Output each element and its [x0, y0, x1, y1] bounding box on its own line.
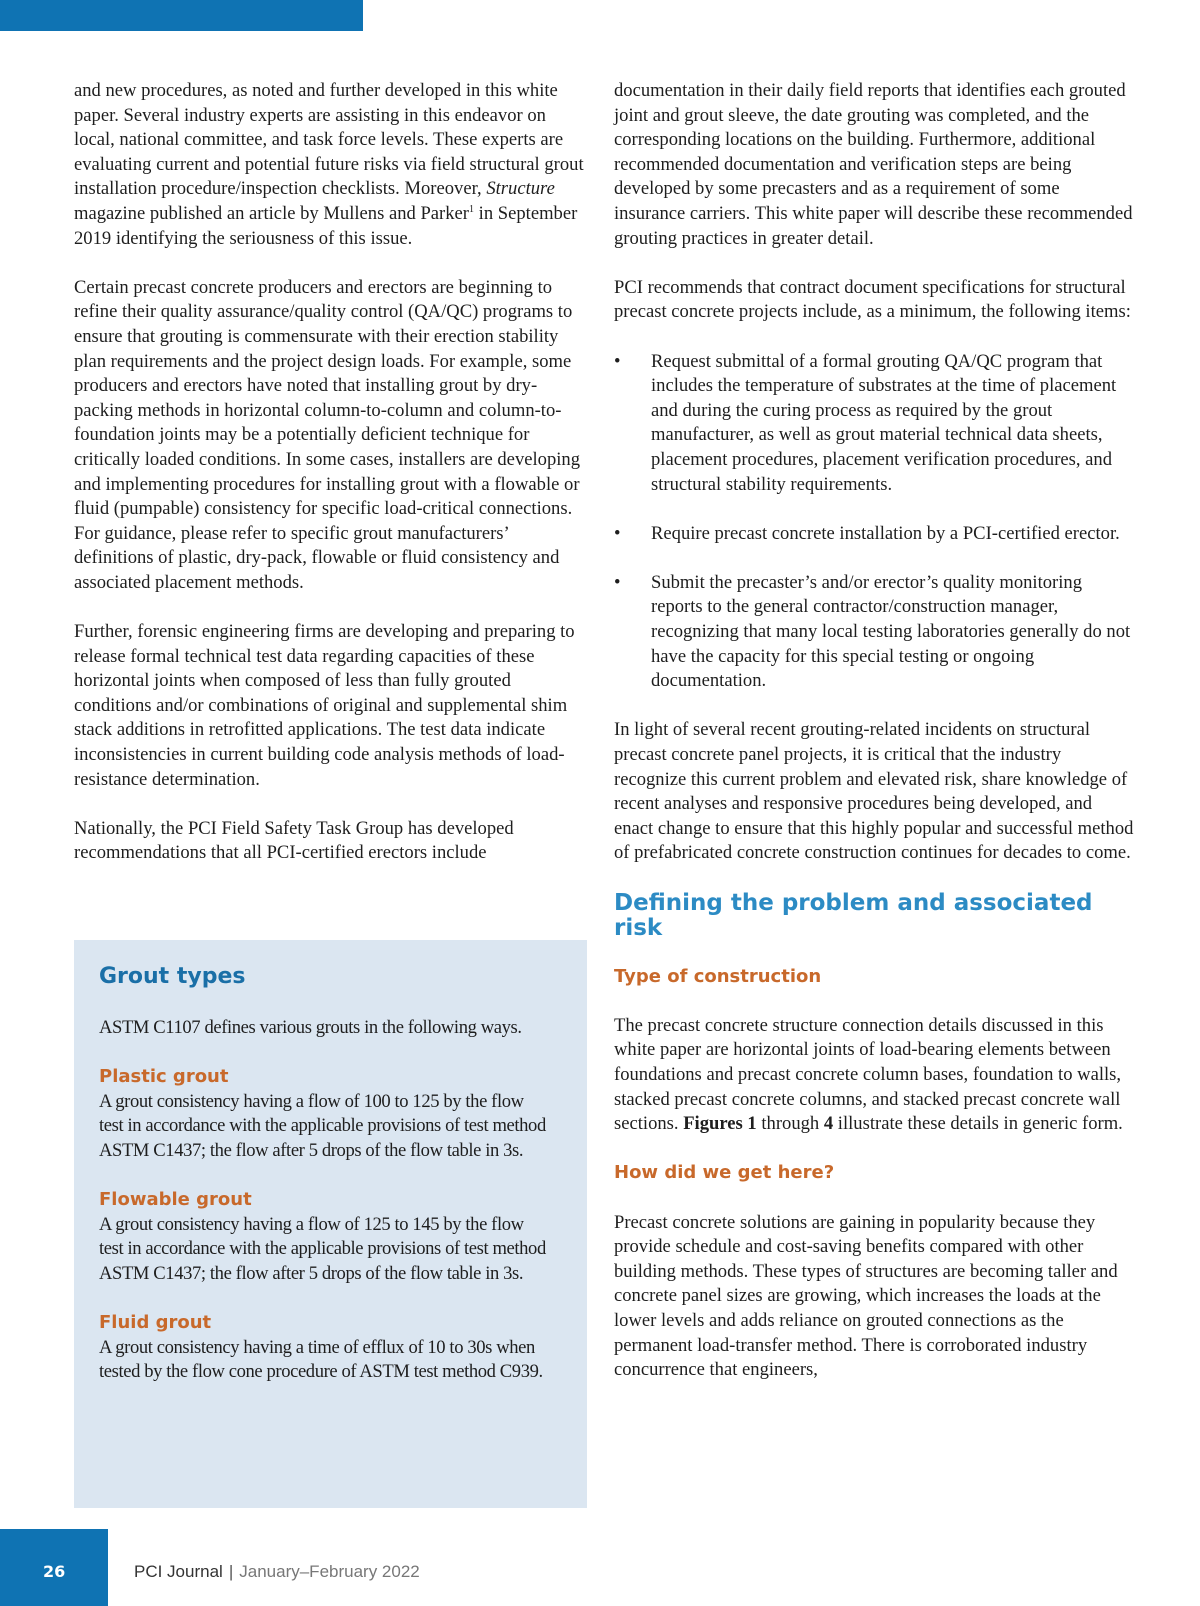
paragraph: Certain precast concrete producers and erectors are beginning to refine their quality assurance/quality control (QA/QC) programs to ensure that grouting is commensurate with their erection stability plan requirements and the project design loads. For example, some producers and erectors have noted that installing grout by dry-packing methods in horizontal column-to-column and column-to-foundation joints may be a potentially deficient technique for critically loaded conditions. In some cases, installers are developing and implementing procedures for installing grout with a flowable or fluid (pumpable) consistency for specific load-critical connections. For guidance, please refer to specific grout manufacturers’ definitions of plastic, dry-pack, flowable or fluid consistency and associated placement methods.: [74, 276, 581, 593]
paragraph: documentation in their daily field reports that identifies each grouted joint and grout sleeve, the date grouting was completed, and the corresponding locations on the building. Furthermore, additional recommended documentation and verification steps are being developed by some precasters and as a requirement of some insurance carriers. This white paper will describe these recommended grouting practices in greater detail.: [614, 80, 1133, 249]
sidebar-title: Grout types: [99, 964, 246, 989]
list-item: • Submit the precaster’s and/or erector’s quality monitoring reports to the general contractor/construction manager, recognizing that many local testing laboratories generally do not have the capacity for this special testing or ongoing documentation.: [614, 571, 1134, 694]
footer-journal: [134, 1562, 420, 1582]
grout-definition: A grout consistency having a time of efflux of 10 to 30s when tested by the flow cone procedure of ASTM test method C939.: [99, 1336, 543, 1383]
list-item: • Request submittal of a formal grouting QA/QC program that includes the temperature of substrates at the time of placement and during the curing process as required by the grout manufacturer, as well as grout material technical data sheets, placement procedures, placement verification procedures, and structural stability requirements.: [614, 350, 1134, 498]
page-number: 26: [43, 1562, 66, 1581]
left-column: [74, 79, 588, 891]
right-column: [614, 79, 1134, 1407]
grout-term: Plastic grout: [99, 1066, 229, 1088]
paragraph: The precast concrete structure connection details discussed in this white paper are horizontal joints of load-bearing elements between foundations and precast concrete column bases, foundation to walls, stacked precast concrete columns, and stacked precast concrete wall sections. Figures 1 through 4 illustrate these details in generic form.: [614, 1014, 1123, 1135]
footnote-ref: 1: [469, 203, 474, 215]
sidebar-intro: ASTM C1107 defines various grouts in the following ways.: [99, 1017, 522, 1038]
grout-term: Flowable grout: [99, 1189, 252, 1211]
paragraph: Precast concrete solutions are gaining in popularity because they provide schedule and cost-saving benefits compared with other building methods. These types of structures are becoming taller and concrete panel sizes are growing, which increases the loads at the lower levels and adds reliance on grouted connections as the permanent load-transfer method. There is corroborated industry concurrence that engineers,: [614, 1211, 1118, 1381]
grout-definition: A grout consistency having a flow of 125 to 145 by the flow test in accordance with the applicable provisions of test method ASTM C1437; the flow after 5 drops of the flow table in 3s.: [99, 1213, 546, 1284]
paragraph: Nationally, the PCI Field Safety Task Group has developed recommendations that all PCI-certified erectors include: [74, 817, 514, 864]
list-item: • Require precast concrete installation by a PCI-certified erector.: [614, 522, 1134, 547]
magazine-title: Structure: [486, 178, 555, 200]
section-heading: Defining the problem and associated risk: [614, 889, 1093, 941]
paragraph: and new procedures, as noted and further developed in this white paper. Several industry experts are assisting in this endeavor on local, national committee, and task force levels. These experts are evaluating current and potential future risks via field structural grout installation procedure/inspection checklists. Moreover, Structure magazine published an article by Mullens and Parker$^1$ in September 2019 identifying the seriousness of this issue.: [74, 80, 584, 249]
issue-date: January–February 2022: [239, 1562, 420, 1581]
recommendation-list: [614, 350, 1134, 694]
subsection-heading: How did we get here?: [614, 1162, 835, 1184]
figure-ref: 4: [823, 1113, 834, 1135]
footer-separator: |: [228, 1562, 234, 1581]
journal-name: PCI Journal: [134, 1562, 223, 1581]
paragraph: In light of several recent grouting-related incidents on structural precast concrete panel projects, it is critical that the industry recognize this current problem and elevated risk, share knowledge of recent analyses and responsive procedures being developed, and enact change to ensure that this highly popular and successful method of prefabricated concrete construction continues for decades to come.: [614, 719, 1134, 864]
paragraph: Further, forensic engineering firms are developing and preparing to release formal technical test data regarding capacities of these horizontal joints when composed of less than fully grouted conditions and/or combinations of original and supplemental shim stack additions in retrofitted applications. The test data indicate inconsistencies in current building code analysis methods of load-resistance determination.: [74, 621, 575, 790]
header-color-bar: [0, 0, 363, 31]
paragraph: PCI recommends that contract document specifications for structural precast concrete projects include, as a minimum, the following items:: [614, 276, 1131, 323]
grout-term: Fluid grout: [99, 1312, 212, 1334]
grout-definition: A grout consistency having a flow of 100 to 125 by the flow test in accordance with the applicable provisions of test method ASTM C1437; the flow after 5 drops of the flow table in 3s.: [99, 1090, 546, 1161]
grout-types-sidebar: [74, 940, 587, 1508]
subsection-heading: Type of construction: [614, 965, 822, 987]
figure-ref: Figures 1: [683, 1113, 757, 1135]
